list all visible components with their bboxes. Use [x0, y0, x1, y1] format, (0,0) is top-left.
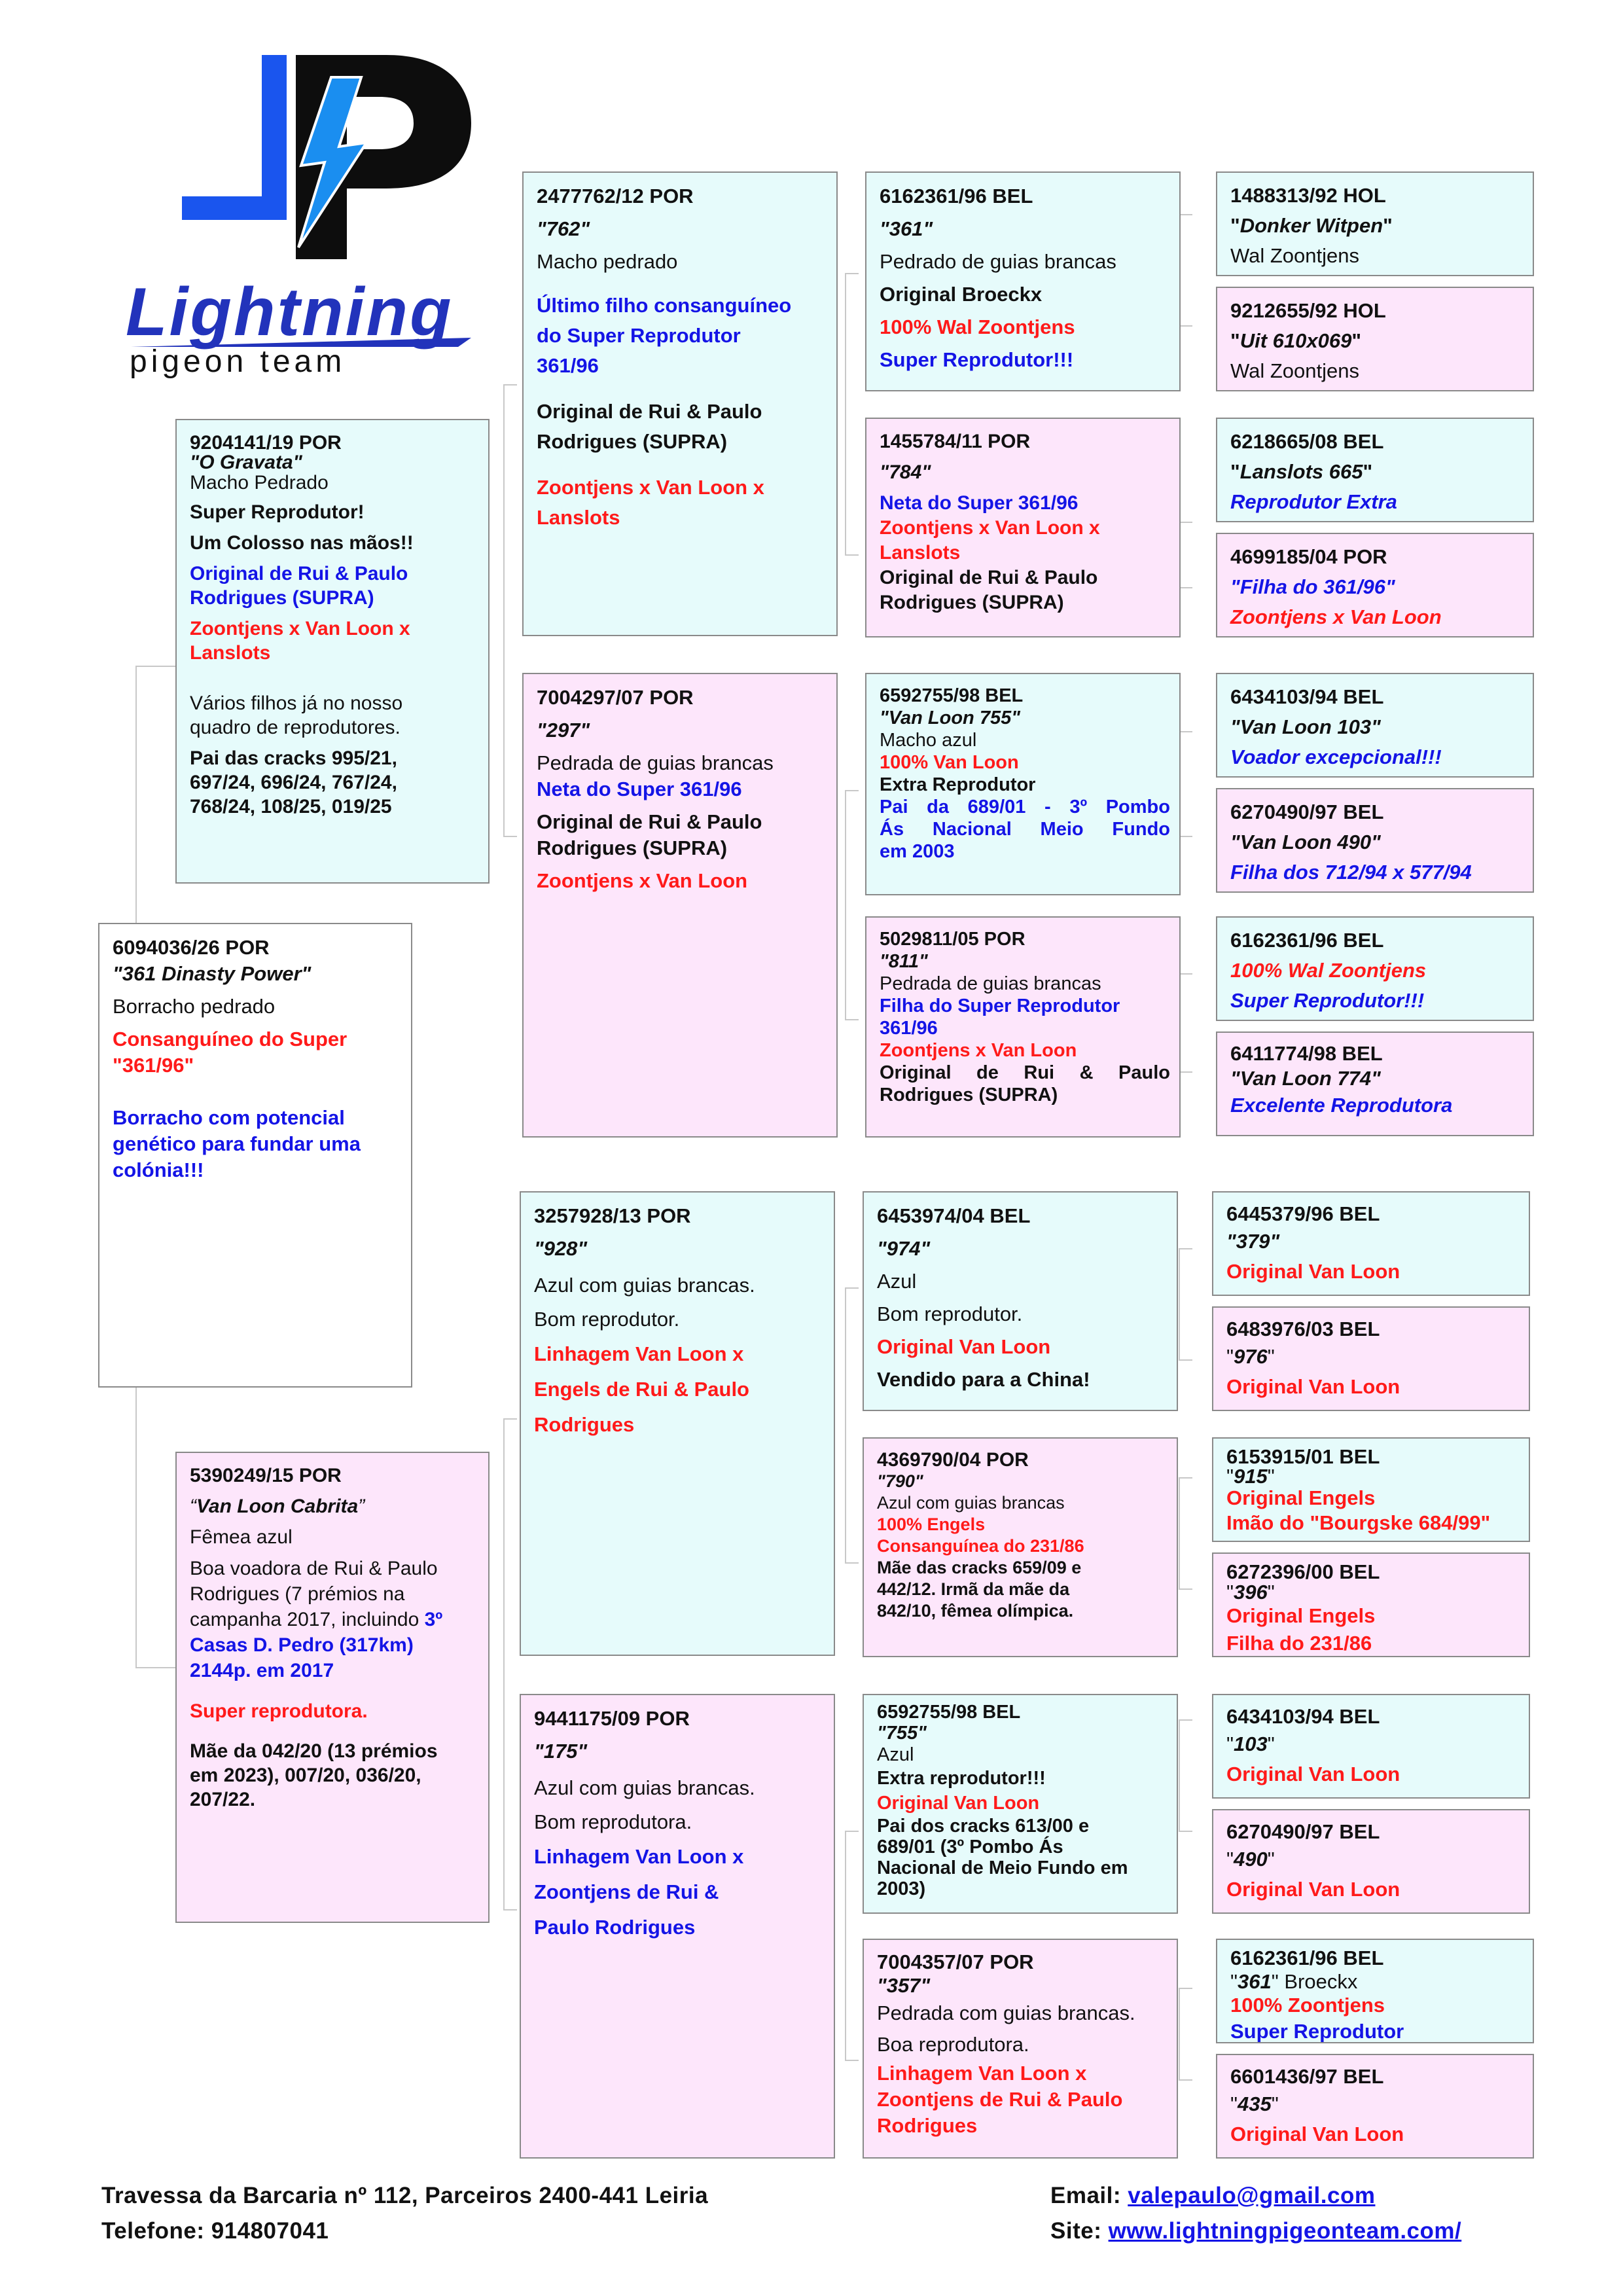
ring-number: 6434103/94 BEL: [1226, 1705, 1380, 1728]
note: Filha do 231/86: [1226, 1632, 1372, 1655]
pigeon-name: "435": [1230, 2092, 1279, 2115]
pigeon-name: "297": [537, 719, 590, 742]
gg-card-8: [1216, 1031, 1534, 1136]
logo-wordmark: Lightning: [126, 274, 454, 350]
pigeon-name: "811": [880, 951, 928, 972]
address: Travessa da Barcaria nº 112, Parceiros 2400-441 Leiria: [101, 2183, 709, 2208]
note: 100% Wal Zoontjens: [1230, 959, 1427, 982]
note: 689/01 (3º Pombo Ás: [877, 1837, 1063, 1857]
note: Original Van Loon: [1226, 1763, 1400, 1785]
note: Filha do Super Reprodutor: [880, 996, 1120, 1016]
ring-number: 6453974/04 BEL: [877, 1204, 1031, 1227]
note: Super Reprodutor!!!: [1230, 989, 1425, 1012]
note: Original de Rui & Paulo: [537, 810, 762, 833]
sds-card: [865, 673, 1181, 895]
note: Original Engels: [1226, 1486, 1376, 1509]
note: Zoontjens de Rui &: [534, 1880, 719, 1903]
note: 100% Wal Zoontjens: [880, 315, 1075, 338]
note: Excelente Reprodutora: [1230, 1094, 1453, 1117]
sss-card: [865, 171, 1181, 391]
gg-card-4: [1216, 533, 1534, 637]
pigeon-name: "379": [1226, 1230, 1280, 1253]
description: Borracho pedrado: [113, 995, 276, 1018]
note: Zoontjens x Van Loon: [537, 869, 748, 892]
description: Fêmea azul: [190, 1526, 293, 1548]
description: Pedrada com guias brancas.: [877, 2001, 1135, 2024]
description: Azul com guias brancas.: [534, 1776, 755, 1799]
ring-number: 6411774/98 BEL: [1230, 1042, 1383, 1065]
note: Linhagem Van Loon x: [534, 1342, 744, 1365]
note: Neta do Super 361/96: [537, 778, 742, 800]
note: 361/96: [880, 1018, 938, 1039]
note: Rodrigues (SUPRA): [880, 592, 1064, 613]
pigeon-name: "357": [877, 1974, 931, 1997]
note: Filha dos 712/94 x 577/94: [1230, 861, 1472, 884]
note: 2144p. em 2017: [190, 1660, 334, 1681]
note: Zoontjens x Van Loon: [1230, 605, 1442, 628]
ring-number: 1488313/92 HOL: [1230, 184, 1386, 207]
site-label: Site:: [1050, 2218, 1109, 2244]
note: Rodrigues (SUPRA): [537, 430, 728, 453]
site-line: [1050, 2214, 1461, 2249]
pigeon-name: "Van Loon 490": [1230, 831, 1381, 853]
pigeon-name: "103": [1226, 1732, 1275, 1755]
pigeon-name: "Van Loon 755": [880, 708, 1020, 728]
note: 442/12. Irmã da mãe da: [877, 1579, 1070, 1599]
note: Super reprodutora.: [190, 1700, 368, 1722]
ring-number: 5390249/15 POR: [190, 1465, 342, 1486]
note: Rodrigues (SUPRA): [190, 587, 374, 609]
note: Original Van Loon: [877, 1335, 1051, 1358]
note: Original Van Loon: [1226, 1878, 1400, 1901]
pigeon-name: "490": [1226, 1848, 1275, 1871]
pigeon-name: "762": [537, 217, 590, 240]
ring-number: 1455784/11 POR: [880, 431, 1031, 452]
note: Original Van Loon: [1226, 1375, 1400, 1398]
pigeon-name: "974": [877, 1237, 931, 1260]
description: Macho azul: [880, 730, 977, 751]
note: Vários filhos já no nosso: [190, 692, 403, 714]
gg-card-2: [1216, 287, 1534, 391]
ring-number: 6162361/96 BEL: [880, 185, 1033, 207]
note: Pai da 689/01 - 3º Pombo: [880, 797, 1170, 817]
subject-card: [98, 923, 412, 1388]
note: Rodrigues: [877, 2114, 978, 2137]
pigeon-name: "915": [1226, 1465, 1275, 1488]
note: Engels de Rui & Paulo: [534, 1378, 749, 1401]
note: Rodrigues: [534, 1413, 635, 1436]
email-line: [1050, 2178, 1461, 2214]
lp-logo-mark: [170, 51, 478, 267]
note: Boa voadora de Rui & Paulo: [190, 1558, 438, 1579]
ring-number: 2477762/12 POR: [537, 185, 694, 207]
dsd-card: [863, 1437, 1178, 1657]
ring-number: 6094036/26 POR: [113, 936, 270, 959]
note: "361/96": [113, 1054, 194, 1077]
pigeon-name: "Van Loon 103": [1230, 715, 1381, 738]
note: Original de Rui & Paulo: [880, 1062, 1170, 1083]
ring-number: 6162361/96 BEL: [1230, 1946, 1384, 1969]
gg-card-7: [1216, 916, 1534, 1021]
description: Pedrada de guias brancas: [537, 751, 774, 774]
note: Super Reprodutor: [1230, 2020, 1404, 2043]
pigeon-name: "361" Broeckx: [1230, 1970, 1358, 1993]
pigeon-name: "361": [880, 217, 933, 240]
description: Azul com guias brancas: [877, 1493, 1065, 1513]
description: Azul: [877, 1744, 914, 1765]
note: Original Broeckx: [880, 283, 1043, 306]
ring-number: 6153915/01 BEL: [1226, 1445, 1380, 1468]
gg-card-3: [1216, 418, 1534, 522]
note: Consanguínea do 231/86: [877, 1536, 1084, 1556]
note: quadro de reprodutores.: [190, 717, 401, 738]
ring-number: 6272396/00 BEL: [1226, 1560, 1380, 1583]
gg-card-14: [1212, 1809, 1530, 1914]
note: Extra Reprodutor: [880, 774, 1036, 795]
note: Um Colosso nas mãos!!: [190, 532, 414, 554]
note: 100% Van Loon: [880, 752, 1019, 773]
ring-number: 9212655/92 HOL: [1230, 299, 1386, 322]
pigeon-name: "784": [880, 461, 931, 483]
description: Macho pedrado: [537, 250, 678, 273]
note: Extra reprodutor!!!: [877, 1768, 1046, 1789]
pigeon-name: "790": [877, 1471, 923, 1491]
note: genético para fundar uma: [113, 1132, 361, 1155]
gg-card-6: [1216, 788, 1534, 893]
ring-number: 4369790/04 POR: [877, 1449, 1029, 1471]
note: 842/10, fêmea olímpica.: [877, 1601, 1074, 1621]
site-link[interactable]: www.lightningpigeonteam.com/: [1108, 2218, 1462, 2244]
note: Consanguíneo do Super: [113, 1028, 348, 1050]
note: Original Van Loon: [1226, 1260, 1400, 1283]
phone: Telefone: 914807041: [101, 2218, 329, 2244]
note: Original Van Loon: [1230, 2123, 1404, 2145]
note: Lanslots: [537, 506, 620, 529]
note: do Super Reprodutor: [537, 324, 741, 347]
ring-number: 6592755/98 BEL: [880, 685, 1024, 706]
gg-card-12: [1212, 1552, 1530, 1657]
note: Lanslots: [190, 642, 271, 664]
ring-number: 6218665/08 BEL: [1230, 430, 1384, 453]
note: colónia!!!: [113, 1158, 204, 1181]
gg-card-15: [1216, 1939, 1534, 2043]
note: Zoontjens x Van Loon x: [880, 517, 1100, 539]
note: 207/22.: [190, 1789, 256, 1810]
pigeon-name: "Filha do 361/96": [1230, 575, 1395, 598]
note: Último filho consanguíneo: [537, 294, 792, 317]
ring-number: 6592755/98 BEL: [877, 1702, 1021, 1723]
pigeon-name: "755": [877, 1723, 927, 1744]
gg-card-11: [1212, 1437, 1530, 1542]
gg-card-1: [1216, 171, 1534, 276]
gg-card-9: [1212, 1191, 1530, 1296]
note: Zoontjens x Van Loon x: [190, 618, 410, 639]
note: Zoontjens x Van Loon: [880, 1040, 1077, 1061]
ring-number: 6601436/97 BEL: [1230, 2065, 1384, 2088]
ring-number: 6270490/97 BEL: [1230, 800, 1384, 823]
note: Original de Rui & Paulo: [880, 567, 1098, 588]
note: Casas D. Pedro (317km): [190, 1634, 414, 1656]
ddd-card: [863, 1939, 1178, 2159]
note: Super Reprodutor!!!: [880, 348, 1074, 371]
note: Original de Rui & Paulo: [537, 400, 762, 423]
note: Lanslots: [880, 542, 961, 564]
pigeon-name: "Uit 610x069": [1230, 329, 1362, 352]
note: Boa reprodutora.: [877, 2033, 1029, 2056]
note: Ás Nacional Meio Fundo: [880, 819, 1170, 840]
note: Original Engels: [1226, 1604, 1376, 1627]
note: campanha 2017, incluindo 3º: [190, 1609, 443, 1630]
description: Azul com guias brancas.: [534, 1274, 755, 1297]
ring-number: 9441175/09 POR: [534, 1707, 690, 1730]
ring-number: 3257928/13 POR: [534, 1204, 691, 1227]
note: Zoontjens x Van Loon x: [537, 476, 764, 499]
ring-number: 7004297/07 POR: [537, 686, 694, 709]
ring-number: 7004357/07 POR: [877, 1950, 1034, 1973]
footer-contact: [101, 2178, 708, 2249]
logo-subtitle: pigeon team: [130, 344, 346, 379]
note: Borracho com potencial: [113, 1106, 345, 1129]
note: Original de Rui & Paulo: [190, 563, 408, 584]
note: Voador excepcional!!!: [1230, 745, 1442, 768]
note: 361/96: [537, 354, 599, 377]
ring-number: 6162361/96 BEL: [1230, 929, 1384, 952]
note: Neta do Super 361/96: [880, 492, 1079, 514]
note: 100% Zoontjens: [1230, 1994, 1385, 2017]
description: Azul: [877, 1270, 917, 1293]
ring-number: 6483976/03 BEL: [1226, 1318, 1380, 1340]
dam-sire-card: [520, 1191, 835, 1656]
note: em 2023), 007/20, 036/20,: [190, 1765, 421, 1786]
note: Wal Zoontjens: [1230, 359, 1359, 382]
note: Super Reprodutor!: [190, 501, 365, 523]
note: Linhagem Van Loon x: [534, 1845, 744, 1868]
dds-card: [863, 1694, 1178, 1914]
note: Rodrigues (SUPRA): [880, 1085, 1058, 1105]
sdd-card: [865, 916, 1181, 1138]
note: Reprodutor Extra: [1230, 490, 1397, 513]
ring-number: 5029811/05 POR: [880, 929, 1026, 950]
pigeon-name: "928": [534, 1237, 588, 1260]
note: 2003): [877, 1878, 926, 1899]
ssd-card: [865, 418, 1181, 637]
footer-links: [1050, 2178, 1461, 2249]
note: Pai dos cracks 613/00 e: [877, 1816, 1090, 1837]
note: em 2003: [880, 841, 955, 862]
pigeon-name: "Donker Witpen": [1230, 214, 1393, 237]
sire-sire-card: [522, 171, 838, 636]
pigeon-name: "O Gravata": [190, 452, 302, 473]
ring-number: 6445379/96 BEL: [1226, 1202, 1380, 1225]
ring-number: 4699185/04 POR: [1230, 545, 1387, 568]
note: Rodrigues (SUPRA): [537, 836, 728, 859]
pigeon-name: "Lanslots 665": [1230, 460, 1373, 483]
email-label: Email:: [1050, 2183, 1128, 2208]
description: Macho Pedrado: [190, 472, 329, 493]
note: Original Van Loon: [877, 1793, 1040, 1814]
gg-card-5: [1216, 673, 1534, 778]
note: Nacional de Meio Fundo em: [877, 1857, 1128, 1878]
gg-card-13: [1212, 1694, 1530, 1799]
dam-card: [175, 1452, 490, 1923]
ring-number: 9204141/19 POR: [190, 432, 342, 454]
gg-card-16: [1216, 2054, 1534, 2159]
note: 100% Engels: [877, 1515, 986, 1534]
sire-dam-card: [522, 673, 838, 1138]
note: 768/24, 108/25, 019/25: [190, 796, 392, 817]
email-link[interactable]: valepaulo@gmail.com: [1128, 2183, 1376, 2208]
pigeon-name: "Van Loon 774": [1230, 1067, 1381, 1090]
note: Linhagem Van Loon x: [877, 2062, 1087, 2085]
description: Pedrado de guias brancas: [880, 250, 1116, 273]
pigeon-name: "396": [1226, 1581, 1275, 1604]
sire-card: [175, 419, 490, 884]
pigeon-name: "361 Dinasty Power": [113, 962, 312, 985]
note: Paulo Rodrigues: [534, 1916, 696, 1939]
note: 697/24, 696/24, 767/24,: [190, 772, 397, 793]
pigeon-name: “Van Loon Cabrita”: [190, 1496, 365, 1517]
pigeon-name: "976": [1226, 1345, 1275, 1368]
note: Bom reprodutor.: [534, 1308, 680, 1331]
note: Mãe da 042/20 (13 prémios: [190, 1740, 438, 1762]
dss-card: [863, 1191, 1178, 1411]
dam-dam-card: [520, 1694, 835, 2159]
note: Zoontjens de Rui & Paulo: [877, 2088, 1123, 2111]
note: Bom reprodutor.: [877, 1302, 1023, 1325]
note: Rodrigues (7 prémios na: [190, 1583, 405, 1605]
note: Mãe das cracks 659/09 e: [877, 1558, 1082, 1577]
note: Imão do "Bourgske 684/99": [1226, 1511, 1491, 1534]
note: Bom reprodutora.: [534, 1810, 692, 1833]
note: Pai das cracks 995/21,: [190, 747, 397, 769]
ring-number: 6434103/94 BEL: [1230, 685, 1384, 708]
note: Vendido para a China!: [877, 1368, 1090, 1391]
pigeon-name: "175": [534, 1740, 588, 1763]
note: Wal Zoontjens: [1230, 244, 1359, 267]
ring-number: 6270490/97 BEL: [1226, 1820, 1380, 1843]
description: Pedrada de guias brancas: [880, 973, 1101, 994]
gg-card-10: [1212, 1306, 1530, 1411]
